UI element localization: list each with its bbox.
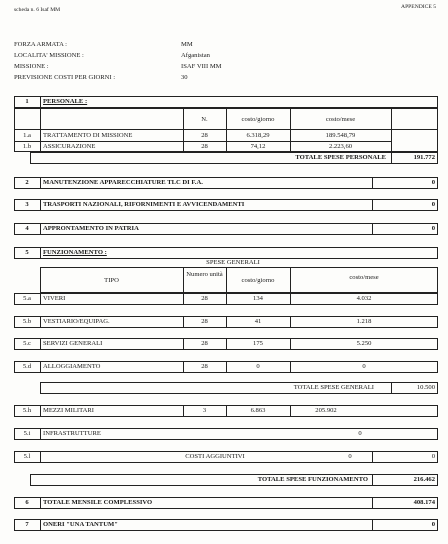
divider xyxy=(40,497,41,509)
section-value: 0 xyxy=(431,225,435,232)
divider xyxy=(40,338,41,350)
divider xyxy=(14,129,438,130)
row-label: ASSICURAZIONE xyxy=(43,143,96,150)
row-cost-day: 134 xyxy=(253,295,263,302)
row-cost-month: 189.548,79 xyxy=(325,132,356,139)
row-label: TRATTAMENTO DI MISSIONE xyxy=(43,132,133,139)
row-n: 28 xyxy=(201,132,208,139)
section-number: 3 xyxy=(25,201,29,208)
divider xyxy=(40,361,41,373)
total-funzionamento-label: TOTALE SPESE FUNZIONAMENTO xyxy=(257,476,368,483)
column-header-n: N. xyxy=(201,116,208,123)
section-number: 1 xyxy=(25,98,29,105)
section-number: 4 xyxy=(25,225,29,232)
column-header-cost-month: costo/mese xyxy=(349,274,379,281)
row-cost-month: 0 xyxy=(358,430,362,437)
total-funzionamento-value: 216.462 xyxy=(413,476,435,483)
section-title: ONERI "UNA TANTUM" xyxy=(43,521,118,528)
section-title: APPRONTAMENTO IN PATRIA xyxy=(43,225,139,232)
row-id: 5.i xyxy=(23,430,31,437)
row-n: 28 xyxy=(201,318,208,325)
document-reference: scheda n. 6 Isaf MM xyxy=(14,7,61,13)
info-value: 30 xyxy=(181,74,188,81)
row-cost-day: 74,12 xyxy=(250,143,266,150)
divider xyxy=(40,519,41,531)
column-header-cost-day: costo/giorno xyxy=(241,116,275,123)
section-value: 0 xyxy=(431,179,435,186)
row-cost-day: 6.863 xyxy=(250,407,266,414)
row-total: 0 xyxy=(431,453,435,460)
divider xyxy=(372,451,373,463)
divider xyxy=(40,316,41,328)
divider xyxy=(372,497,373,509)
row-cost-month: 5.250 xyxy=(356,340,372,347)
divider xyxy=(40,108,41,152)
row-cost-month: 2.223,60 xyxy=(328,143,353,150)
section-value: 0 xyxy=(431,201,435,208)
row-cost-day: 41 xyxy=(254,318,262,325)
row-n: 28 xyxy=(201,143,208,150)
total-spese-generali-value: 10.500 xyxy=(416,384,435,391)
grand-total-value: 408.174 xyxy=(413,499,435,506)
row-id: 5.h xyxy=(22,407,32,414)
section-title: FUNZIONAMENTO : xyxy=(43,249,107,256)
row-id: 5.d xyxy=(22,363,32,370)
info-label: MISSIONE : xyxy=(14,63,49,70)
row-id: 1.b xyxy=(22,143,32,150)
divider xyxy=(372,177,373,189)
row-label: MEZZI MILITARI xyxy=(43,407,94,414)
total-spese-generali-label: TOTALE SPESE GENERALI xyxy=(293,384,374,391)
section-title: TOTALE MENSILE COMPLESSIVO xyxy=(43,499,153,506)
divider xyxy=(40,96,41,108)
spese-generali-heading: SPESE GENERALI xyxy=(206,259,260,266)
row-cost-month: 205.902 xyxy=(315,407,337,414)
row-cost-day: 175 xyxy=(253,340,263,347)
section-number: 6 xyxy=(25,499,29,506)
divider xyxy=(40,223,41,235)
info-label: PREVISIONE COSTI PER GIORNI : xyxy=(14,74,116,81)
row-id: 5.b xyxy=(22,318,32,325)
divider xyxy=(40,451,41,463)
row-id: 5.l xyxy=(23,453,31,460)
row-id: 5.c xyxy=(23,340,31,347)
section-number: 5 xyxy=(25,249,29,256)
total-personale-value: 191.772 xyxy=(413,154,435,161)
section-title: TRASPORTI NAZIONALI, RIFORNIMENTI E AVVICENDAMENTI xyxy=(43,201,245,208)
row-id: 5.a xyxy=(23,295,31,302)
row-label: SERVIZI GENERALI xyxy=(43,340,103,347)
row-cost-month: 0 xyxy=(362,363,366,370)
column-header-tipo: TIPO xyxy=(104,277,119,284)
divider xyxy=(372,474,373,486)
section-number: 2 xyxy=(25,179,29,186)
section-title: PERSONALE : xyxy=(43,98,88,105)
divider xyxy=(14,141,391,142)
appendix-label: APPENDICE 5 xyxy=(401,4,436,10)
row-n: 28 xyxy=(201,363,208,370)
row-cost-day: 0 xyxy=(256,363,260,370)
section-value: 0 xyxy=(431,521,435,528)
row-label: INFRASTRUTTURE xyxy=(43,430,101,437)
column-header-cost-month: costo/mese xyxy=(325,116,356,123)
row-cost-month: 4.032 xyxy=(356,295,372,302)
row-label: COSTI AGGIUNTIVI xyxy=(185,453,245,460)
section-number: 7 xyxy=(25,521,29,528)
divider xyxy=(40,405,41,417)
column-header-numero: Numero unità xyxy=(186,271,223,278)
row-label: VIVERI xyxy=(43,295,66,302)
divider xyxy=(372,223,373,235)
row-n: 3 xyxy=(202,407,207,414)
row-n: 28 xyxy=(201,295,208,302)
row-id: 1.a xyxy=(23,132,31,139)
column-header-cost-day: costo/giorno xyxy=(241,277,275,284)
divider xyxy=(40,247,41,259)
divider xyxy=(40,428,41,440)
row-cost-day: 6.318,29 xyxy=(246,132,270,139)
row-cost-month: 1.218 xyxy=(356,318,372,325)
info-value: MM xyxy=(181,41,193,48)
info-value: ISAF VIII MM xyxy=(181,63,222,70)
row-label: ALLOGGIAMENTO xyxy=(43,363,101,370)
divider xyxy=(40,177,41,189)
info-label: LOCALITA' MISSIONE : xyxy=(14,52,84,59)
section-title: MANUTENZIONE APPARECCHIATURE TLC DI F.A. xyxy=(43,179,203,186)
divider xyxy=(40,199,41,211)
divider xyxy=(391,108,392,152)
divider xyxy=(372,519,373,531)
divider xyxy=(40,293,41,305)
info-value: Afganistan xyxy=(181,52,210,59)
row-n: 28 xyxy=(201,340,208,347)
total-personale-label: TOTALE SPESE PERSONALE xyxy=(295,154,386,161)
divider xyxy=(372,199,373,211)
info-label: FORZA ARMATA : xyxy=(14,41,67,48)
row-label: VESTIARIO/EQUIPAG. xyxy=(43,318,110,325)
row-cost-month: 0 xyxy=(348,453,352,460)
